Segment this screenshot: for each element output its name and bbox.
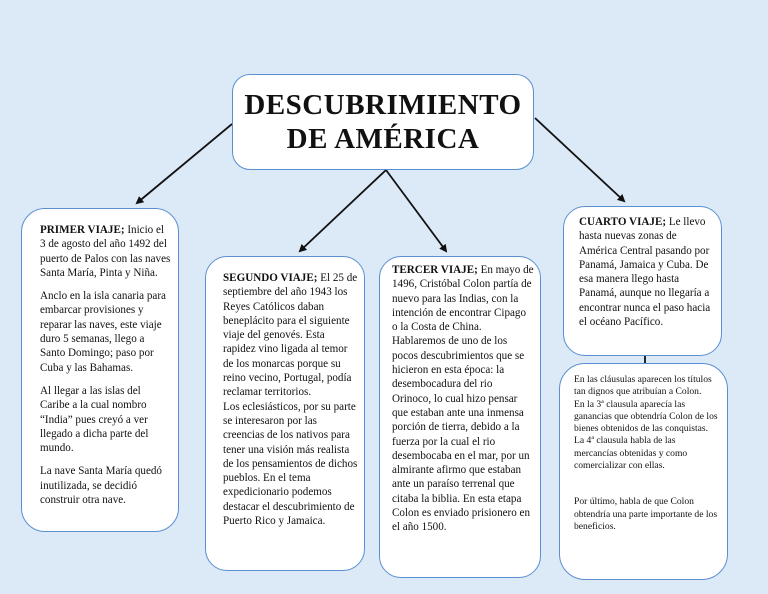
title-box xyxy=(232,74,534,170)
primer-viaje-box xyxy=(21,208,179,532)
tercer-viaje-p2: Hablaremos de uno de los pocos descubrimientos que se hicieron en esta época: la desembocadura del rio Orinoco, lo cual hizo pensar que estaban ante una inmensa porción de tierra, debido a la fuerza por la cual el rio desembocaba en el mar, por un almirante afirmo que estaban ante un paraíso terrenal que citaba la biblia. En esta etapa Colon es enviado prisionero en el año 1500. xyxy=(392,335,531,534)
segundo-viaje-p2: Los eclesiásticos, por su parte se interesaron por las creencias de los nativos para tener una visión más realista de los pensamientos de dichos pueblos. En el tema expedicionario podemos destacar el descubrimiento de Puerto Rico y Jamaica. xyxy=(223,400,358,528)
tercer-viaje-box xyxy=(379,256,541,578)
cuarto-viaje-p1: CUARTO VIAJE; Le llevo hasta nuevas zonas de América Central pasando por Panamá, Jamaica y Cuba. De esa manera llego hasta Panamá, aunque no llegaría a encontrar nunca el paso hacia el océano Pacífico. xyxy=(579,216,711,329)
clausulas-line-2: En la 3ª clausula aparecía las ganancias que obtendría Colon de los bienes obtenidos de las conquistas. xyxy=(574,398,718,435)
tercer-viaje-heading: TERCER VIAJE; xyxy=(392,264,478,276)
primer-viaje-p4: La nave Santa María quedó inutilizada, se decidió construir otra nave. xyxy=(40,465,162,507)
segundo-viaje-p1: SEGUNDO VIAJE; El 25 de septiembre del año 1943 los Reyes Católicos daban beneplácito para el siguiente viaje del genovés. Esta rapidez vino ligada al temor de los monarcas porque su reino vecino, Portugal, podía reclamar territorios. xyxy=(223,272,358,399)
title-line-1: DESCUBRIMIENTO xyxy=(244,89,522,121)
clausulas-box xyxy=(559,363,728,580)
clausulas-line-4: Por último, habla de que Colon obtendría una parte importante de los beneficios. xyxy=(574,496,718,532)
clausulas-line-1: En las cláusulas aparecen los títulos tan dignos que atribuían a Colon. xyxy=(574,374,712,398)
segundo-viaje-box xyxy=(205,256,365,571)
arrow-to-tercer-viaje xyxy=(386,170,446,251)
arrow-to-primer-viaje xyxy=(137,124,232,203)
primer-viaje-p3: Al llegar a las islas del Caribe a la cual nombro “India” pues creyó a ver llegado a dicha parte del mundo. xyxy=(40,384,149,455)
cuarto-viaje-heading: CUARTO VIAJE; xyxy=(579,216,667,228)
arrow-to-segundo-viaje xyxy=(300,170,386,251)
cuarto-viaje-box xyxy=(563,206,722,356)
primer-viaje-p1: PRIMER VIAJE; Inicio el 3 de agosto del año 1492 del puerto de Palos con las naves Santa María, Pinta y Niña. xyxy=(40,224,171,279)
arrow-to-cuarto-viaje xyxy=(535,118,624,201)
primer-viaje-heading: PRIMER VIAJE; xyxy=(40,224,125,236)
primer-viaje-p2: Anclo en la isla canaria para embarcar provisiones y reparar las naves, este viaje duro 5 semanas, llego a Santo Domingo; paso por Cuba y las Bahamas. xyxy=(40,290,166,374)
tercer-viaje-p1: TERCER VIAJE; En mayo de 1496, Cristóbal Colon partía de nuevo para las Indias, con la intención de encontrar Cipago o la Costa de China. xyxy=(392,264,534,334)
title-line-2: DE AMÉRICA xyxy=(286,123,480,155)
clausulas-line-3: La 4ª clausula habla de las mercancías obtenidas y como comercializar con ellas. xyxy=(574,435,688,472)
segundo-viaje-heading: SEGUNDO VIAJE; xyxy=(223,272,318,284)
